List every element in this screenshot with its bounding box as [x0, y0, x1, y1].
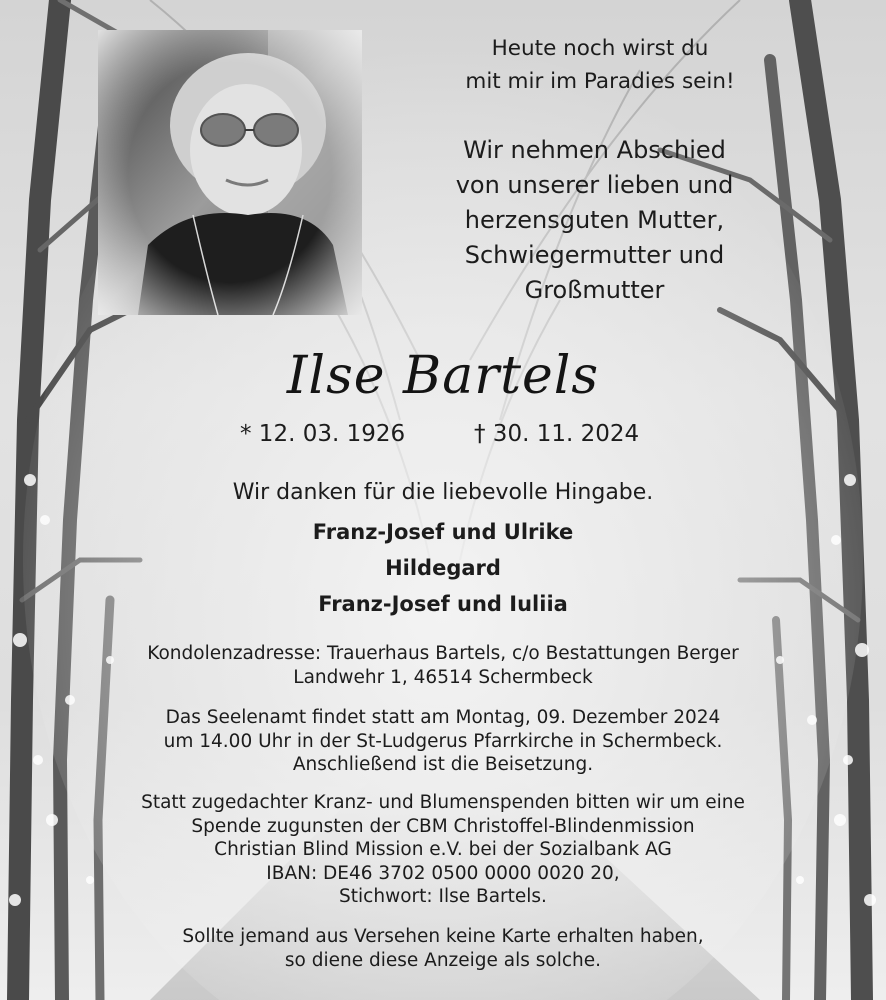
deceased-name: Ilse Bartels	[286, 346, 600, 406]
donation-keyword: Stichwort: Ilse Bartels.	[339, 886, 547, 907]
farewell-message	[432, 133, 757, 308]
quote-line: Heute noch wirst du	[491, 36, 709, 61]
donation-iban: IBAN: DE46 3702 0500 0000 0020 20,	[266, 862, 620, 884]
service-line: um 14.00 Uhr in der St-Ludgerus Pfarrkirche in Schermbeck.	[163, 730, 723, 752]
family-member: Hildegard	[385, 556, 501, 580]
message-line: Großmutter	[524, 276, 665, 304]
quote-line: mit mir im Paradies sein!	[465, 69, 735, 94]
condolence-line: Landwehr 1, 46514 Schermbeck	[293, 666, 593, 688]
message-line: herzensguten Mutter,	[464, 206, 725, 234]
bible-quote	[440, 32, 760, 98]
donation-request	[0, 791, 886, 909]
family-member: Franz-Josef und Iuliia	[318, 592, 568, 616]
donation-line: Spende zugunsten der CBM Christoffel-Blindenmission	[191, 815, 695, 837]
closing-note	[0, 925, 886, 972]
message-line: Wir nehmen Abschied	[463, 136, 726, 164]
birth-date: * 12. 03. 1926	[240, 421, 406, 447]
portrait-photo	[98, 30, 362, 315]
condolence-address	[0, 642, 886, 689]
condolence-line: Kondolenzadresse: Trauerhaus Bartels, c/o Bestattungen Berger	[147, 643, 739, 664]
note-line: so diene diese Anzeige als solche.	[284, 949, 602, 971]
donation-line: Statt zugedachter Kranz- und Blumenspenden bitten wir um eine	[141, 792, 745, 813]
thanks-line: Wir danken für die liebevolle Hingabe.	[232, 480, 654, 505]
donation-line: Christian Blind Mission e.V. bei der Sozialbank AG	[214, 839, 672, 860]
service-line: Das Seelenamt findet statt am Montag, 09. Dezember 2024	[165, 707, 721, 728]
service-line: Anschließend ist die Beisetzung.	[292, 754, 594, 775]
family-names	[0, 514, 886, 622]
message-line: von unserer lieben und	[455, 171, 734, 199]
family-member: Franz-Josef und Ulrike	[312, 520, 574, 544]
death-date: † 30. 11. 2024	[474, 421, 640, 447]
message-line: Schwiegermutter und	[464, 241, 725, 269]
funeral-service-info	[0, 706, 886, 777]
note-line: Sollte jemand aus Versehen keine Karte erhalten haben,	[182, 926, 704, 947]
life-dates	[0, 421, 886, 455]
